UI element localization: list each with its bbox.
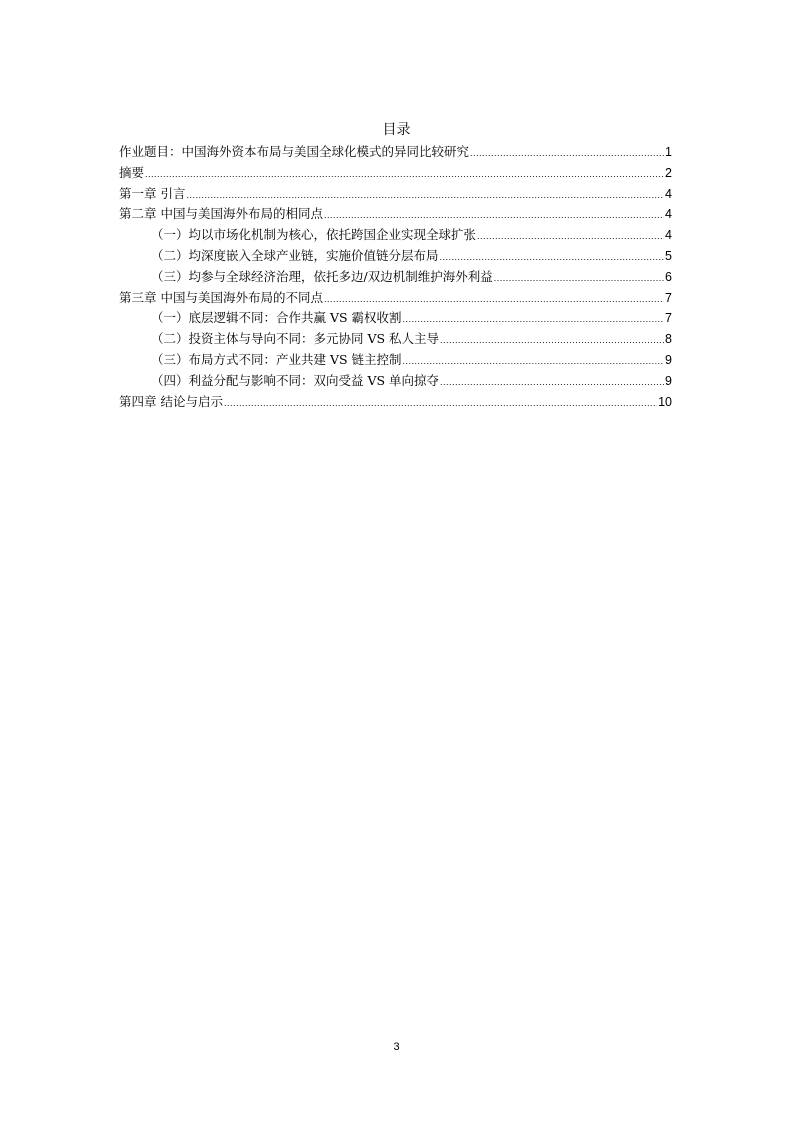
toc-entry-label: 摘要	[119, 164, 145, 180]
toc-entry-page: 4	[665, 186, 672, 201]
toc-entry[interactable]	[119, 371, 672, 392]
toc-leader-dots	[440, 247, 665, 268]
toc-entry[interactable]	[119, 392, 672, 413]
toc-entry-label: （四）利益分配与影响不同：双向受益 VS 单向掠夺	[151, 372, 440, 388]
toc-entry[interactable]	[119, 142, 672, 163]
toc-entry-label: 第二章 中国与美国海外布局的相同点	[119, 206, 323, 222]
toc-leader-dots	[470, 143, 664, 164]
toc-leader-dots	[440, 330, 664, 351]
toc-entry[interactable]	[119, 267, 672, 288]
toc-leader-dots	[477, 226, 664, 247]
toc-leader-dots	[145, 164, 664, 185]
toc-leader-dots	[494, 268, 664, 289]
toc-entry[interactable]	[119, 308, 672, 329]
toc-entry[interactable]	[119, 288, 672, 309]
toc-entry-label: （二）均深度嵌入全球产业链，实施价值链分层布局	[151, 247, 439, 263]
toc-leader-dots	[186, 185, 664, 206]
toc-entry[interactable]	[119, 246, 672, 267]
toc-entry-page: 4	[665, 207, 672, 222]
table-of-contents	[119, 142, 672, 412]
toc-entry[interactable]	[119, 329, 672, 350]
toc-entry-page: 2	[665, 165, 672, 180]
toc-entry-label: 第三章 中国与美国海外布局的不同点	[119, 289, 323, 305]
toc-entry-page: 4	[665, 228, 672, 243]
toc-entry[interactable]	[119, 184, 672, 205]
toc-entry-page: 7	[665, 290, 672, 305]
toc-entry-page: 6	[665, 269, 672, 284]
toc-entry-label: 第四章 结论与启示	[119, 393, 223, 409]
toc-entry-page: 5	[665, 248, 672, 263]
toc-entry-label: 作业题目：中国海外资本布局与美国全球化模式的异同比较研究	[119, 144, 470, 159]
toc-leader-dots	[403, 351, 665, 372]
toc-entry-label: （三）均参与全球经济治理，依托多边/双边机制维护海外利益	[151, 268, 493, 284]
toc-entry-page: 9	[665, 352, 672, 367]
toc-entry-page: 1	[665, 145, 672, 159]
toc-entry-label: 第一章 引言	[119, 185, 186, 201]
toc-leader-dots	[440, 372, 664, 393]
toc-entry[interactable]	[119, 350, 672, 371]
toc-entry-label: （三）布局方式不同：产业共建 VS 链主控制	[151, 351, 402, 367]
toc-leader-dots	[324, 289, 664, 310]
toc-title: 目录	[382, 122, 411, 138]
toc-entry-page: 8	[665, 332, 672, 347]
toc-entry-page: 9	[665, 373, 672, 388]
toc-entry-page: 10	[658, 394, 672, 409]
toc-entry[interactable]	[119, 163, 672, 184]
toc-entry-page: 7	[665, 311, 672, 326]
toc-entry-label: （一）底层逻辑不同：合作共赢 VS 霸权收割	[151, 310, 402, 326]
toc-entry[interactable]	[119, 225, 672, 246]
toc-entry-label: （二）投资主体与导向不同：多元协同 VS 私人主导	[151, 331, 440, 347]
page-number: 3	[393, 1041, 400, 1053]
toc-leader-dots	[403, 309, 665, 330]
toc-leader-dots	[224, 393, 657, 414]
toc-entry-label: （一）均以市场化机制为核心，依托跨国企业实现全球扩张	[151, 227, 477, 243]
toc-leader-dots	[324, 205, 664, 226]
toc-entry[interactable]	[119, 204, 672, 225]
